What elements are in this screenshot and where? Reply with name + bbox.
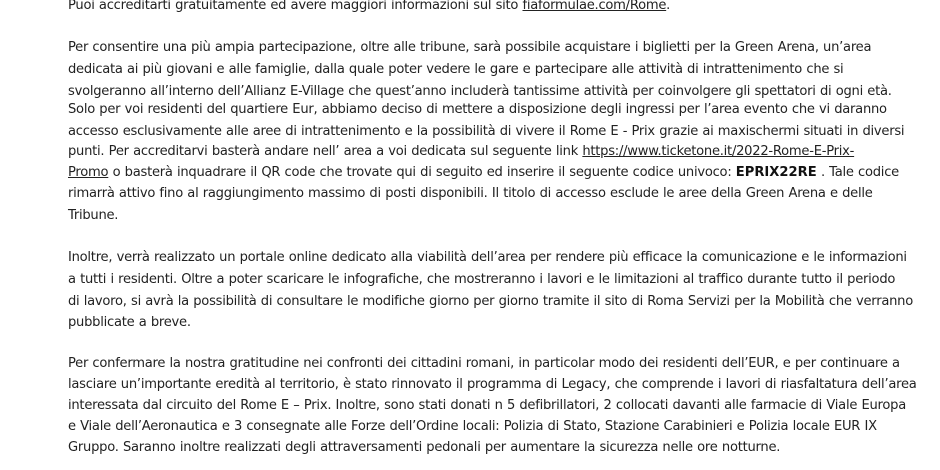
text-line: Gruppo. Saranno inoltre realizzati degli attraversamenti pedonali per aumentare la sicurezza nelle ore notturne.: [68, 440, 781, 455]
promo-code: EPRIX22RE: [735, 165, 817, 180]
text-line: pubblicate a breve.: [68, 315, 191, 330]
text-line: [68, 162, 899, 184]
line-text: o basterà inquadrare il QR code che trovate qui di seguito ed inserire il seguente codice univoco:: [108, 165, 736, 180]
text-line: accesso esclusivamente alle aree di intrattenimento e la possibilità di vivere il Rome E - Prix grazie ai maxischermi situati in diversi: [68, 124, 905, 139]
text-line: [68, 141, 854, 163]
text-line: Solo per voi residenti del quartiere Eur, abbiamo deciso di mettere a disposizione degli ingressi per l’area evento che vi daranno: [68, 102, 887, 117]
text-line: svolgeranno all’interno dell’Allianz E-Village che quest’anno includerà tantissime attività per coinvolgere gli spettatori di ogni età.: [68, 84, 892, 99]
text-line: a tutti i residenti. Oltre a poter scaricare le infografiche, che mostreranno i lavori e le limitazioni al traffico durante tutto il periodo: [68, 272, 896, 287]
text-line: interessata dal circuito del Rome E – Prix. Inoltre, sono stati donati n 5 defibrillatori, 2 collocati davanti alle farmacie di Viale Europa: [68, 398, 906, 413]
text-line: lasciare un’importante eredità al territorio, è stato rinnovato il programma di Legacy, che comprende i lavori di riasfaltatura dell’area: [68, 377, 917, 392]
ticketone-link[interactable]: https://www.ticketone.it/2022-Rome-E-Prix-: [582, 144, 855, 159]
text-line: Inoltre, verrà realizzato un portale online dedicato alla viabilità dell’area per rendere più efficace la comunicazione e le informazioni: [68, 250, 907, 265]
text-line: rimarrà attivo fino al raggiungimento massimo di posti disponibili. Il titolo di accesso esclude le aree della Green Arena e delle: [68, 186, 873, 201]
line-text: punti. Per accreditarvi basterà andare nell’ area a voi dedicata sul seguente link: [68, 144, 583, 159]
text-line: Per confermare la nostra gratitudine nei confronti dei cittadini romani, in particolar modo dei residenti dell’EUR, e per continuare a: [68, 356, 900, 371]
fiaformulae-link[interactable]: fiaformulae.com/Rome: [522, 0, 667, 13]
line-text: . Tale codice: [816, 165, 899, 180]
text-line: e Viale dell’Aeronautica e 3 consegnate alle Forze dell’Ordine locali: Polizia di Stato, Stazione Carabinieri e Polizia locale EUR IX: [68, 419, 877, 434]
line-text: Puoi accreditarti gratuitamente ed avere maggiori informazioni sul sito: [68, 0, 523, 13]
line-text: .: [666, 0, 671, 13]
text-line: Per consentire una più ampia partecipazione, oltre alle tribune, sarà possibile acquistare i biglietti per la Green Arena, un’area: [68, 40, 872, 55]
text-line: [68, 0, 670, 17]
text-line: dedicata ai più giovani e alle famiglie, dalla quale poter vedere le gare e partecipare alle attività di intrattenimento che si: [68, 62, 844, 77]
ticketone-link-continued[interactable]: Promo: [68, 165, 109, 180]
text-line: di lavoro, si avrà la possibilità di consultare le modifiche giorno per giorno tramite il sito di Roma Servizi per la Mobilità che verranno: [68, 294, 913, 309]
text-line: Tribune.: [68, 208, 119, 223]
